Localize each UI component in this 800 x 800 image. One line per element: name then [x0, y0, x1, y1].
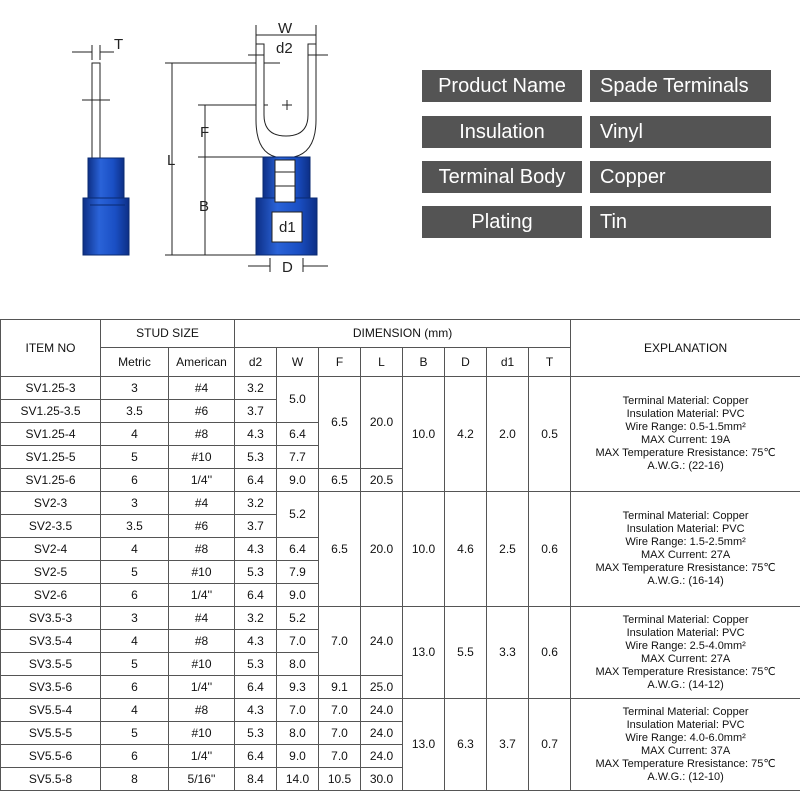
- cell-metric: 6: [101, 745, 169, 768]
- cell-d2: 3.2: [235, 492, 277, 515]
- side-insulation-top: [88, 158, 124, 203]
- property-value: Copper: [590, 161, 771, 193]
- cell-metric: 4: [101, 630, 169, 653]
- cell-american: #4: [169, 377, 235, 400]
- cell-f: 6.5: [319, 377, 361, 469]
- terminal-drawing: [0, 0, 400, 300]
- cell-item: SV5.5-5: [1, 722, 101, 745]
- cell-item: SV5.5-4: [1, 699, 101, 722]
- cell-explanation: [571, 607, 800, 699]
- cell-w: 5.0: [277, 377, 319, 423]
- explanation-line: Wire Range: 4.0-6.0mm²: [625, 731, 746, 744]
- explanation-line: Wire Range: 2.5-4.0mm²: [625, 639, 746, 652]
- cell-l: 20.0: [361, 377, 403, 469]
- header-item-no: ITEM NO: [1, 320, 101, 377]
- cell-d: 5.5: [445, 607, 487, 699]
- cell-w: 5.2: [277, 607, 319, 630]
- cell-d2: 3.2: [235, 607, 277, 630]
- cell-l: 30.0: [361, 768, 403, 791]
- cell-american: 1/4'': [169, 584, 235, 607]
- cell-f: 7.0: [319, 607, 361, 676]
- cell-d2: 5.3: [235, 446, 277, 469]
- explanation-line: Insulation Material: PVC: [626, 626, 745, 639]
- cell-d2: 4.3: [235, 538, 277, 561]
- label-d1: d1: [279, 219, 296, 236]
- cell-item: SV1.25-3: [1, 377, 101, 400]
- property-plating: [422, 206, 772, 238]
- property-value: Spade Terminals: [590, 70, 771, 102]
- cell-d2: 4.3: [235, 699, 277, 722]
- label-w: W: [278, 20, 293, 37]
- header-b: B: [403, 348, 445, 377]
- cell-explanation: [571, 492, 800, 607]
- property-product-name: [422, 70, 772, 102]
- cell-d: 6.3: [445, 699, 487, 791]
- label-b: B: [199, 198, 210, 215]
- cell-item: SV2-3.5: [1, 515, 101, 538]
- cell-d2: 6.4: [235, 745, 277, 768]
- property-key: Plating: [422, 206, 582, 238]
- cell-w: 7.9: [277, 561, 319, 584]
- cell-explanation: [571, 377, 800, 492]
- cell-american: 5/16'': [169, 768, 235, 791]
- cell-d2: 6.4: [235, 676, 277, 699]
- cell-d2: 6.4: [235, 584, 277, 607]
- cell-t: 0.7: [529, 699, 571, 791]
- cell-item: SV3.5-5: [1, 653, 101, 676]
- cell-w: 9.0: [277, 584, 319, 607]
- cell-d2: 3.7: [235, 400, 277, 423]
- cell-w: 9.0: [277, 469, 319, 492]
- cell-metric: 3: [101, 377, 169, 400]
- property-key: Terminal Body: [422, 161, 582, 193]
- header-f: F: [319, 348, 361, 377]
- explanation-line: Terminal Material: Copper: [622, 705, 749, 718]
- property-value: Vinyl: [590, 116, 771, 148]
- cell-american: #4: [169, 607, 235, 630]
- cell-item: SV1.25-4: [1, 423, 101, 446]
- cell-metric: 5: [101, 561, 169, 584]
- cell-w: 5.2: [277, 492, 319, 538]
- cell-f: 6.5: [319, 492, 361, 607]
- cell-d2: 8.4: [235, 768, 277, 791]
- explanation-line: Wire Range: 0.5-1.5mm²: [625, 421, 746, 433]
- cell-f: 7.0: [319, 722, 361, 745]
- cell-item: SV2-5: [1, 561, 101, 584]
- header-d1: d1: [487, 348, 529, 377]
- cell-b: 10.0: [403, 377, 445, 492]
- cell-explanation: [571, 699, 800, 791]
- cell-d2: 6.4: [235, 469, 277, 492]
- cell-w: 7.0: [277, 630, 319, 653]
- cell-item: SV1.25-6: [1, 469, 101, 492]
- explanation-line: MAX Temperature Rresistance: 75℃: [595, 757, 776, 770]
- property-value: Tin: [590, 206, 771, 238]
- cell-metric: 8: [101, 768, 169, 791]
- header-stud-size: STUD SIZE: [101, 320, 235, 348]
- cell-t: 0.6: [529, 492, 571, 607]
- property-terminal-body: [422, 161, 772, 193]
- fork-outline: [256, 44, 316, 162]
- table-row: [1, 492, 800, 515]
- cell-d1: 2.5: [487, 492, 529, 607]
- cell-item: SV3.5-4: [1, 630, 101, 653]
- property-insulation: [422, 116, 772, 148]
- explanation-line: Wire Range: 1.5-2.5mm²: [625, 536, 746, 548]
- header-d2: d2: [235, 348, 277, 377]
- cell-item: SV3.5-3: [1, 607, 101, 630]
- cell-l: 24.0: [361, 745, 403, 768]
- cell-d1: 3.7: [487, 699, 529, 791]
- explanation-line: A.W.G.: (16-14): [647, 575, 724, 587]
- cell-b: 10.0: [403, 492, 445, 607]
- cell-metric: 3.5: [101, 515, 169, 538]
- cell-d: 4.6: [445, 492, 487, 607]
- explanation-line: MAX Current: 19A: [640, 434, 731, 446]
- explanation-line: MAX Current: 27A: [640, 549, 731, 561]
- explanation-line: A.W.G.: (22-16): [647, 460, 724, 472]
- cell-item: SV2-6: [1, 584, 101, 607]
- cell-metric: 4: [101, 423, 169, 446]
- cell-american: #10: [169, 561, 235, 584]
- cell-t: 0.5: [529, 377, 571, 492]
- cell-f: 6.5: [319, 469, 361, 492]
- table-row: [1, 607, 800, 630]
- cell-american: 1/4'': [169, 676, 235, 699]
- cell-metric: 5: [101, 722, 169, 745]
- cell-american: #6: [169, 515, 235, 538]
- cell-metric: 6: [101, 584, 169, 607]
- cell-l: 24.0: [361, 722, 403, 745]
- cell-d2: 3.2: [235, 377, 277, 400]
- cell-metric: 6: [101, 469, 169, 492]
- cell-metric: 4: [101, 538, 169, 561]
- cell-item: SV5.5-6: [1, 745, 101, 768]
- property-key: Insulation: [422, 116, 582, 148]
- cell-l: 25.0: [361, 676, 403, 699]
- cell-l: 24.0: [361, 607, 403, 676]
- cell-american: #8: [169, 630, 235, 653]
- cell-d1: 3.3: [487, 607, 529, 699]
- cell-item: SV2-3: [1, 492, 101, 515]
- cell-l: 24.0: [361, 699, 403, 722]
- cell-american: #8: [169, 423, 235, 446]
- explanation-line: A.W.G.: (12-10): [647, 770, 724, 783]
- table-row: [1, 699, 800, 722]
- explanation-line: Insulation Material: PVC: [626, 523, 745, 535]
- cell-item: SV1.25-5: [1, 446, 101, 469]
- cell-f: 7.0: [319, 699, 361, 722]
- cell-b: 13.0: [403, 699, 445, 791]
- cell-item: SV5.5-8: [1, 768, 101, 791]
- cell-d: 4.2: [445, 377, 487, 492]
- cell-f: 10.5: [319, 768, 361, 791]
- cell-item: SV2-4: [1, 538, 101, 561]
- cell-f: 7.0: [319, 745, 361, 768]
- spec-table: [0, 319, 800, 791]
- cell-metric: 6: [101, 676, 169, 699]
- cell-w: 9.3: [277, 676, 319, 699]
- side-insulation-bottom: [83, 198, 129, 255]
- explanation-line: Terminal Material: Copper: [622, 510, 749, 522]
- cell-d1: 2.0: [487, 377, 529, 492]
- table-row: [1, 377, 800, 400]
- cell-item: SV1.25-3.5: [1, 400, 101, 423]
- cell-d2: 5.3: [235, 653, 277, 676]
- header-t: T: [529, 348, 571, 377]
- label-l: L: [167, 152, 176, 169]
- cell-w: 14.0: [277, 768, 319, 791]
- cell-w: 9.0: [277, 745, 319, 768]
- cell-metric: 5: [101, 446, 169, 469]
- cell-metric: 4: [101, 699, 169, 722]
- cell-w: 8.0: [277, 653, 319, 676]
- cell-w: 7.7: [277, 446, 319, 469]
- explanation-line: Terminal Material: Copper: [622, 395, 749, 407]
- cell-w: 6.4: [277, 538, 319, 561]
- header-row-1: [1, 320, 800, 348]
- cell-l: 20.5: [361, 469, 403, 492]
- explanation-line: MAX Temperature Rresistance: 75℃: [595, 447, 776, 459]
- cell-d2: 5.3: [235, 561, 277, 584]
- header-d: D: [445, 348, 487, 377]
- cell-metric: 5: [101, 653, 169, 676]
- header-metric: Metric: [101, 348, 169, 377]
- cell-american: 1/4'': [169, 745, 235, 768]
- cell-l: 20.0: [361, 492, 403, 607]
- header-l: L: [361, 348, 403, 377]
- cell-american: #8: [169, 699, 235, 722]
- explanation-line: Insulation Material: PVC: [626, 718, 745, 731]
- cell-metric: 3.5: [101, 400, 169, 423]
- explanation-line: MAX Temperature Rresistance: 75℃: [595, 562, 776, 574]
- cell-w: 6.4: [277, 423, 319, 446]
- explanation-line: MAX Temperature Rresistance: 75℃: [595, 665, 776, 678]
- explanation-line: Terminal Material: Copper: [622, 613, 749, 626]
- cell-t: 0.6: [529, 607, 571, 699]
- label-f: F: [200, 124, 210, 141]
- cell-b: 13.0: [403, 607, 445, 699]
- label-d2: d2: [276, 40, 293, 57]
- cell-metric: 3: [101, 607, 169, 630]
- cell-w: 8.0: [277, 722, 319, 745]
- header-american: American: [169, 348, 235, 377]
- cell-american: #8: [169, 538, 235, 561]
- cell-american: #10: [169, 653, 235, 676]
- explanation-line: Insulation Material: PVC: [626, 408, 745, 420]
- property-key: Product Name: [422, 70, 582, 102]
- cell-d2: 4.3: [235, 423, 277, 446]
- cell-american: 1/4'': [169, 469, 235, 492]
- label-d: D: [282, 259, 293, 276]
- cell-american: #6: [169, 400, 235, 423]
- cell-american: #10: [169, 722, 235, 745]
- cell-item: SV3.5-6: [1, 676, 101, 699]
- cell-d2: 4.3: [235, 630, 277, 653]
- cell-d2: 3.7: [235, 515, 277, 538]
- header-dimension: DIMENSION (mm): [235, 320, 571, 348]
- label-t: T: [114, 36, 124, 53]
- cell-d2: 5.3: [235, 722, 277, 745]
- explanation-line: A.W.G.: (14-12): [647, 678, 724, 691]
- cell-f: 9.1: [319, 676, 361, 699]
- cell-w: 7.0: [277, 699, 319, 722]
- header-w: W: [277, 348, 319, 377]
- cell-american: #4: [169, 492, 235, 515]
- cell-metric: 3: [101, 492, 169, 515]
- cell-american: #10: [169, 446, 235, 469]
- header-explanation: EXPLANATION: [571, 320, 800, 377]
- explanation-line: MAX Current: 37A: [640, 744, 731, 757]
- explanation-line: MAX Current: 27A: [640, 652, 731, 665]
